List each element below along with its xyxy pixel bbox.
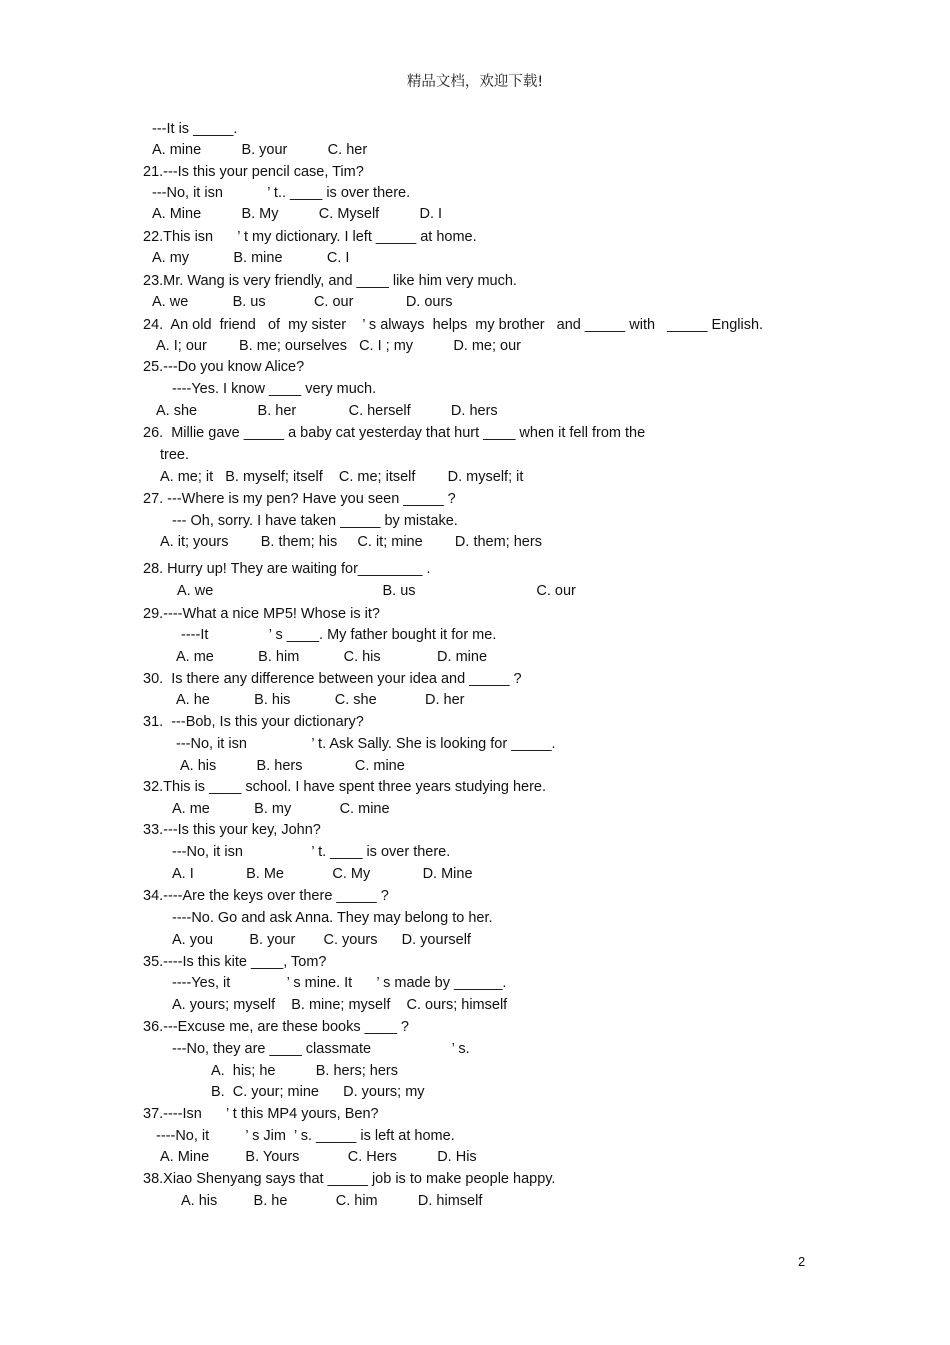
- text-line: A. it; yours B. them; his C. it; mine D. them; hers: [160, 534, 542, 550]
- text-line: A. his B. he C. him D. himself: [181, 1193, 483, 1209]
- text-line: A. yours; myself B. mine; myself C. ours; himself: [172, 997, 508, 1013]
- text-line: A. I; our B. me; ourselves C. I ; my D. me; our: [156, 338, 522, 354]
- text-line: ---No, it isn ’ t. Ask Sally. She is looking for _____.: [176, 736, 556, 752]
- text-line: 32.This is ____ school. I have spent three years studying here.: [143, 779, 547, 795]
- text-line: ----It ’ s ____. My father bought it for me.: [181, 627, 497, 643]
- text-line: A. mine B. your C. her: [152, 142, 368, 158]
- text-line: A. I B. Me C. My D. Mine: [172, 866, 473, 882]
- text-line: A. you B. your C. yours D. yourself: [172, 932, 471, 948]
- text-line: A. his B. hers C. mine: [180, 758, 405, 774]
- text-line: A. she B. her C. herself D. hers: [156, 403, 498, 419]
- text-line: 35.----Is this kite ____, Tom?: [143, 954, 327, 970]
- text-line: 25.---Do you know Alice?: [143, 359, 305, 375]
- text-line: 30. Is there any difference between your idea and _____ ?: [143, 671, 522, 687]
- page-number: 2: [798, 1254, 806, 1269]
- text-line: 22.This isn ’ t my dictionary. I left _____ at home.: [143, 229, 477, 245]
- text-line: A. he B. his C. she D. her: [176, 692, 465, 708]
- text-line: A. my B. mine C. I: [152, 250, 350, 266]
- text-line: 26. Millie gave _____ a baby cat yesterday that hurt ____ when it fell from the: [143, 425, 646, 441]
- text-line: ---No, they are ____ classmate ’ s.: [172, 1041, 470, 1057]
- text-line: ----No, it ’ s Jim ’ s. _____ is left at home.: [156, 1128, 455, 1144]
- text-line: 23.Mr. Wang is very friendly, and ____ like him very much.: [143, 273, 517, 289]
- text-line: 33.---Is this your key, John?: [143, 822, 321, 838]
- text-line: A. his; he B. hers; hers: [211, 1063, 398, 1079]
- text-line: A. me B. my C. mine: [172, 801, 390, 817]
- text-line: 21.---Is this your pencil case, Tim?: [143, 164, 364, 180]
- text-line: 36.---Excuse me, are these books ____ ?: [143, 1019, 409, 1035]
- text-line: 34.----Are the keys over there _____ ?: [143, 888, 389, 904]
- text-line: A. Mine B. Yours C. Hers D. His: [160, 1149, 477, 1165]
- text-line: 29.----What a nice MP5! Whose is it?: [143, 606, 380, 622]
- text-line: A. we B. us C. our: [177, 583, 576, 599]
- text-line: A. Mine B. My C. Myself D. I: [152, 206, 443, 222]
- text-line: --- Oh, sorry. I have taken _____ by mistake.: [172, 513, 458, 529]
- text-line: 27. ---Where is my pen? Have you seen _____ ?: [143, 491, 456, 507]
- text-line: 24. An old friend of my sister ’ s always helps my brother and _____ with _____ English.: [143, 317, 764, 333]
- text-line: ---No, it isn ’ t. ____ is over there.: [172, 844, 451, 860]
- text-line: tree.: [160, 447, 190, 463]
- text-line: ----Yes, it ’ s mine. It ’ s made by ______.: [172, 975, 507, 991]
- text-line: ----Yes. I know ____ very much.: [172, 381, 377, 397]
- text-line: A. me B. him C. his D. mine: [176, 649, 488, 665]
- text-line: ----No. Go and ask Anna. They may belong to her.: [172, 910, 493, 926]
- text-line: 28. Hurry up! They are waiting for________ .: [143, 561, 431, 577]
- text-line: 31. ---Bob, Is this your dictionary?: [143, 714, 364, 730]
- text-line: ---No, it isn ’ t.. ____ is over there.: [152, 185, 411, 201]
- text-line: 37.----Isn ’ t this MP4 yours, Ben?: [143, 1106, 379, 1122]
- text-line: A. we B. us C. our D. ours: [152, 294, 453, 310]
- text-line: A. me; it B. myself; itself C. me; itself D. myself; it: [160, 469, 524, 485]
- text-line: B. C. your; mine D. yours; my: [211, 1084, 425, 1100]
- text-line: ---It is _____.: [152, 121, 238, 137]
- page-header: 精品文档，欢迎下载!: [406, 74, 544, 90]
- text-line: 38.Xiao Shenyang says that _____ job is to make people happy.: [143, 1171, 556, 1187]
